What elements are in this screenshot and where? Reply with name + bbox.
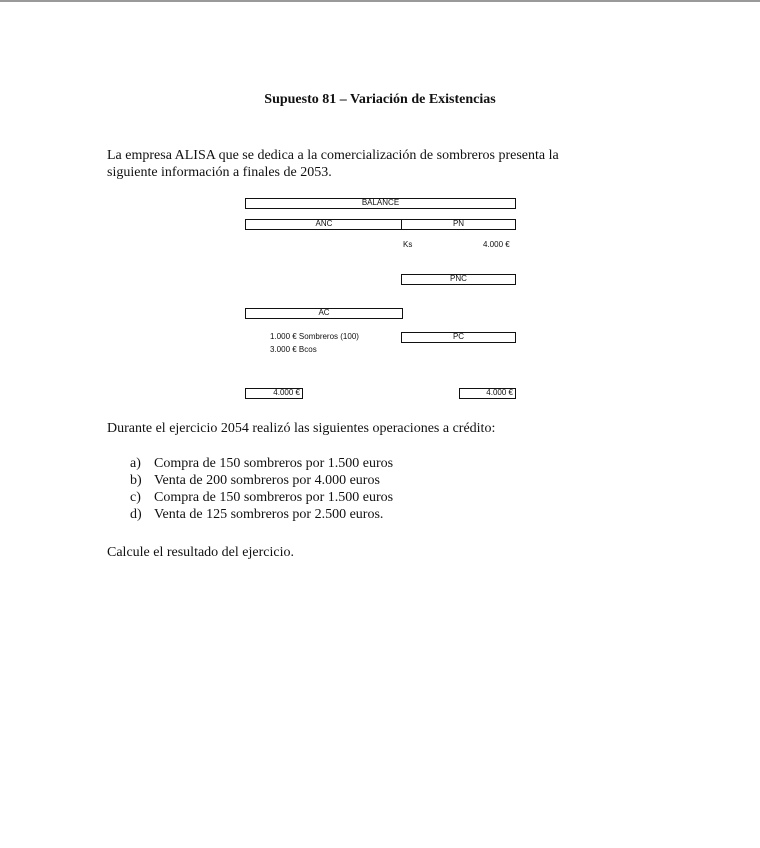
operations-intro: Durante el ejercicio 2054 realizó las siguientes operaciones a crédito: xyxy=(107,421,496,436)
capital-label: Ks xyxy=(403,240,413,249)
operations-list xyxy=(130,455,393,523)
intro-paragraph xyxy=(107,147,627,181)
list-item-text: Venta de 200 sombreros por 4.000 euros xyxy=(154,473,380,488)
total-liabilities: 4.000 € xyxy=(459,388,516,399)
closing-question: Calcule el resultado del ejercicio. xyxy=(107,545,294,560)
pnc-header: PNC xyxy=(401,274,516,285)
list-item-letter: c) xyxy=(130,490,141,505)
list-item-text: Compra de 150 sombreros por 1.500 euros xyxy=(154,456,394,471)
ac-item-sombreros: 1.000 € Sombreros (100) xyxy=(270,332,359,341)
list-item-letter: d) xyxy=(130,507,142,522)
document-title: Supuesto 81 – Variación de Existencias xyxy=(264,92,496,107)
list-item xyxy=(130,506,393,523)
total-assets: 4.000 € xyxy=(245,388,303,399)
intro-line-1: La empresa ALISA que se dedica a la comercialización de sombreros presenta la xyxy=(107,148,559,163)
list-item xyxy=(130,472,393,489)
pc-header: PC xyxy=(401,332,516,343)
balance-header: BALANCE xyxy=(245,198,516,209)
list-item-text: Compra de 150 sombreros por 1.500 euros xyxy=(154,490,394,505)
page-top-border xyxy=(0,0,760,2)
list-item-letter: b) xyxy=(130,473,142,488)
list-item xyxy=(130,489,393,506)
intro-line-2: siguiente información a finales de 2053. xyxy=(107,165,332,180)
capital-value: 4.000 € xyxy=(483,240,510,249)
anc-header: ANC xyxy=(245,219,403,230)
list-item-text: Venta de 125 sombreros por 2.500 euros. xyxy=(154,507,384,522)
list-item-letter: a) xyxy=(130,456,141,471)
pn-header: PN xyxy=(401,219,516,230)
ac-item-bancos: 3.000 € Bcos xyxy=(270,345,317,354)
ac-header: AC xyxy=(245,308,403,319)
list-item xyxy=(130,455,393,472)
